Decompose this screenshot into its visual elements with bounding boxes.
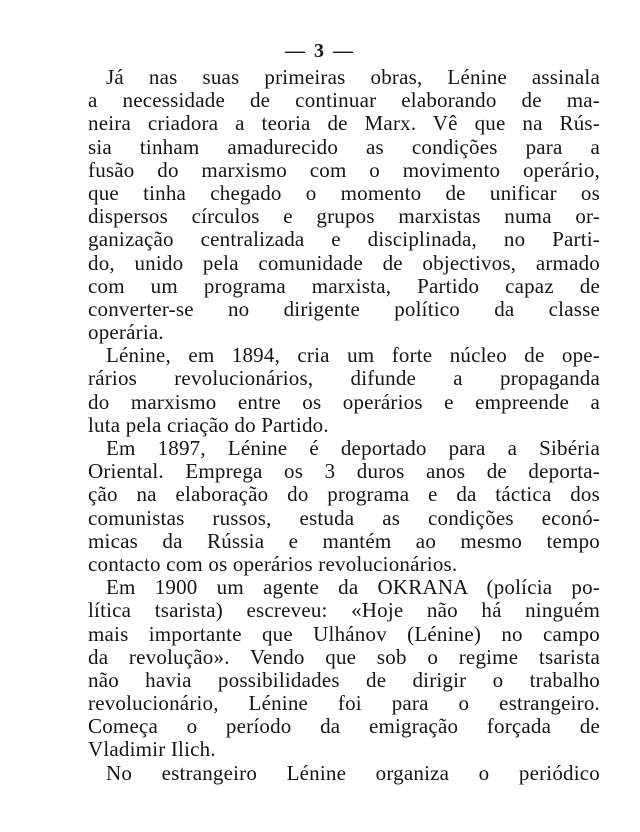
text-line: contacto com os operários revolucionários.: [88, 551, 458, 576]
text-line: Começa o período da emigração forçada de: [88, 714, 600, 739]
text-line: luta pela criação do Partido.: [88, 412, 329, 437]
text-line: Em 1900 um agente da OKRANA (polícia po-: [106, 575, 600, 600]
text-line: No estrangeiro Lénine organiza o periódico: [106, 760, 600, 785]
text-line: fusão do marxismo com o movimento operário,: [88, 157, 600, 182]
text-line: operária.: [88, 320, 164, 345]
text-line: Em 1897, Lénine é deportado para a Sibéria: [106, 436, 600, 460]
text-line: sia tinham amadurecido as condições para a: [88, 134, 600, 159]
text-line: do marxismo entre os operários e empreende a: [88, 389, 600, 414]
text-line: do, unido pela comunidade de objectivos, armado: [88, 250, 600, 275]
text-line: da revolução». Vendo que sob o regime tsarista: [88, 644, 600, 669]
text-line: Oriental. Emprega os 3 duros anos de deporta-: [88, 459, 600, 484]
text-line: com um programa marxista, Partido capaz de: [88, 273, 600, 298]
page-number: — 3 —: [285, 40, 355, 62]
text-line: que tinha chegado o momento de unificar os: [88, 180, 600, 205]
text-line: lítica tsarista) escreveu: «Hoje não há ninguém: [88, 598, 600, 623]
text-line: dispersos círculos e grupos marxistas numa or-: [88, 204, 600, 229]
text-line: mais importante que Ulhánov (Lénine) no campo: [88, 621, 600, 646]
body-text: [88, 66, 600, 785]
text-line: Lénine, em 1894, cria um forte núcleo de ope-: [106, 343, 600, 368]
text-line: ção na elaboração do programa e da táctica dos: [88, 482, 600, 507]
text-line: não havia possibilidades de dirigir o trabalho: [88, 667, 600, 692]
text-line: a necessidade de continuar elaborando de ma-: [88, 88, 600, 113]
text-line: converter-se no dirigente político da classe: [88, 296, 600, 321]
text-line: Já nas suas primeiras obras, Lénine assinala: [106, 65, 600, 89]
text-line: rários revolucionários, difunde a propaganda: [88, 366, 600, 391]
text-line: revolucionário, Lénine foi para o estrangeiro.: [88, 691, 600, 716]
text-line: comunistas russos, estuda as condições econó-: [88, 505, 600, 530]
text-line: ganização centralizada e disciplinada, no Parti-: [88, 227, 600, 252]
text-line: neira criadora a teoria de Marx. Vê que na Rús-: [88, 111, 600, 136]
text-line: Vladimir Ilich.: [88, 737, 216, 762]
text-line: micas da Rússia e mantém ao mesmo tempo: [88, 528, 600, 553]
